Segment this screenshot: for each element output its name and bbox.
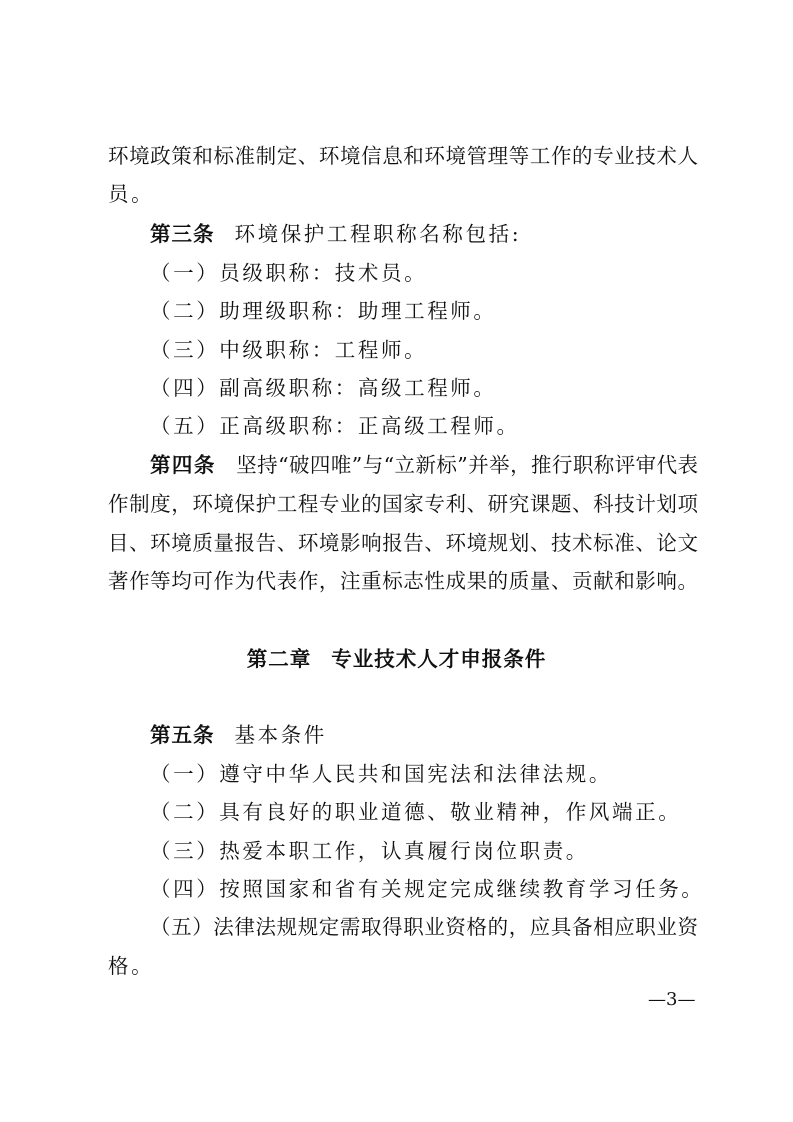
article-text: 环境保护工程职称名称包括: xyxy=(234,222,522,246)
list-item: （五）法律法规规定需取得职业资格的，应具备相应职业资 xyxy=(150,915,698,939)
list-item: （三）中级职称：工程师。 xyxy=(150,338,428,362)
list-item: （三）热爱本职工作，认真履行岗位职责。 xyxy=(150,839,589,863)
article-5-heading xyxy=(150,722,698,748)
list-item: （五）正高级职称：正高级工程师。 xyxy=(150,414,520,438)
list-item: （二）具有良好的职业道德、敬业精神，作风端正。 xyxy=(150,800,682,824)
list-item: （四）按照国家和省有关规定完成继续教育学习任务。 xyxy=(150,877,705,901)
article-label: 第五条 xyxy=(150,723,215,747)
paragraph-line: 员。 xyxy=(108,182,155,206)
article-text: 基本条件 xyxy=(234,723,327,747)
article-3-heading xyxy=(150,221,698,247)
paragraph-line: 环境政策和标准制定、环境信息和环境管理等工作的专业技术人 xyxy=(108,144,698,168)
list-item: （四）副高级职称：高级工程师。 xyxy=(150,376,497,400)
list-item: （一）遵守中华人民共和国宪法和法律法规。 xyxy=(150,762,612,786)
paragraph-line: 格。 xyxy=(108,954,155,978)
article-4-heading xyxy=(150,452,698,478)
list-item: （一）员级职称：技术员。 xyxy=(150,261,428,285)
paragraph-line: 著作等均可作为代表作，注重标志性成果的质量、贡献和影响。 xyxy=(108,569,698,593)
chapter-number: 第二章 xyxy=(246,647,312,671)
article-label: 第三条 xyxy=(150,222,215,246)
list-item: （二）助理级职称：助理工程师。 xyxy=(150,299,497,323)
paragraph-line: 目、环境质量报告、环境影响报告、环境规划、技术标准、论文 xyxy=(108,531,698,555)
article-label: 第四条 xyxy=(150,453,216,477)
paragraph-line: 作制度，环境保护工程专业的国家专利、研究课题、科技计划项 xyxy=(108,492,698,516)
page-number: —3— xyxy=(648,989,696,1010)
article-text: 坚持“破四唯”与“立新标”并举，推行职称评审代表 xyxy=(235,453,699,477)
chapter-heading xyxy=(0,646,793,672)
chapter-title: 专业技术人才申报条件 xyxy=(331,647,547,671)
